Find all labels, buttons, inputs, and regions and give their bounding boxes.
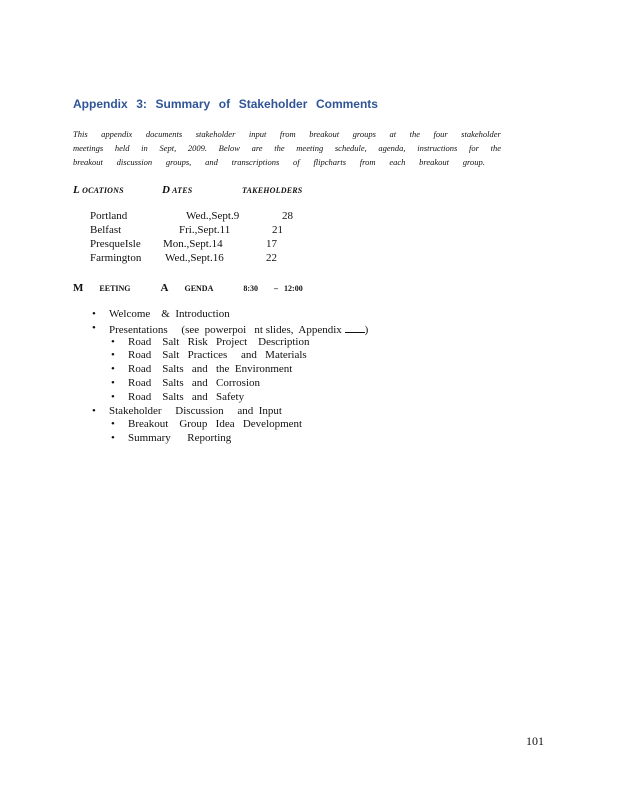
header-stakeholders: TAKEHOLDERS — [242, 186, 303, 195]
list-item: • Presentations (see powerpoi nt slides, Appendix ) — [92, 322, 368, 336]
agenda-heading: M EETING A GENDA 8:30 – 12:00 — [73, 282, 303, 294]
header-locations: L OCATIONS — [73, 184, 124, 196]
list-item: • Welcome & Introduction — [92, 308, 368, 322]
presentation-sublist — [92, 336, 368, 405]
title-word: Comments — [315, 97, 378, 111]
count-cell: 21 — [272, 224, 283, 236]
page-number: 101 — [526, 734, 544, 748]
intro-line-1: This appendix documents stakeholder input from breakout groups at the four stakeholder — [73, 129, 501, 139]
list-item: • Stakeholder Discussion and Input — [92, 405, 368, 419]
list-item: • Summary Reporting — [111, 432, 368, 446]
count-cell: 28 — [282, 210, 293, 222]
list-item: • Road Salts and Safety — [111, 391, 368, 405]
title-word: Stakeholder — [238, 97, 308, 111]
title-word: Summary — [155, 97, 211, 111]
location-cell: PresqueIsle — [90, 238, 141, 250]
header-dates: D ATES — [162, 184, 193, 196]
count-cell: 22 — [266, 252, 277, 264]
intro-line-2: meetings held in Sept, 2009. Below are the meeting schedule, agenda, instructions for the — [73, 143, 501, 153]
date-cell: Wed.,Sept.16 — [165, 252, 224, 264]
agenda-list — [92, 308, 368, 446]
title-word: 3: — [136, 97, 147, 111]
list-item: • Breakout Group Idea Development — [111, 418, 368, 432]
location-cell: Belfast — [90, 224, 122, 236]
location-cell: Portland — [90, 210, 128, 222]
list-item: • Road Salt Practices and Materials — [111, 349, 368, 363]
count-cell: 17 — [266, 238, 277, 250]
appendix-blank — [345, 322, 365, 333]
title-word: of — [218, 97, 231, 111]
list-item: • Road Salts and Corrosion — [111, 377, 368, 391]
location-cell: Farmington — [90, 252, 142, 264]
date-cell: Mon.,Sept.14 — [163, 238, 223, 250]
list-item: • Road Salt Risk Project Description — [111, 336, 368, 350]
stakeholder-sublist — [92, 418, 368, 446]
date-cell: Wed.,Sept.9 — [186, 210, 240, 222]
title-word: Appendix — [73, 97, 128, 111]
page-title — [73, 97, 378, 111]
list-item: • Road Salts and the Environment — [111, 363, 368, 377]
date-cell: Fri.,Sept.11 — [179, 224, 231, 236]
intro-line-3: breakout discussion groups, and transcriptions of flipcharts from each breakout group. — [73, 157, 485, 167]
